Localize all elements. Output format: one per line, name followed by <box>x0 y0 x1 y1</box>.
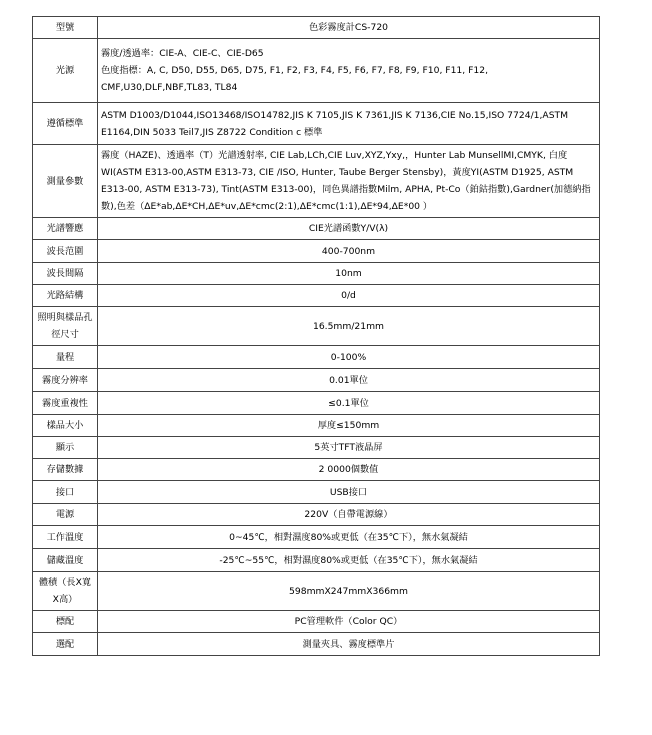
row-label: 波長范圍 <box>33 240 98 263</box>
spec-table-container <box>32 16 600 656</box>
row-label: 光譜響應 <box>33 218 98 240</box>
table-row <box>33 17 600 39</box>
row-value: 16.5mm/21mm <box>98 307 600 346</box>
row-label: 樣品大小 <box>33 415 98 437</box>
row-value: 0-100% <box>98 346 600 369</box>
table-row <box>33 415 600 437</box>
row-label: 光源 <box>33 39 98 103</box>
row-label: 照明與樣品孔徑尺寸 <box>33 307 98 346</box>
row-value: 220V（自帶電源線） <box>98 504 600 526</box>
row-label: 體積（長X寬X高） <box>33 572 98 611</box>
row-label: 儲藏溫度 <box>33 549 98 572</box>
row-label: 量程 <box>33 346 98 369</box>
row-label: 顯示 <box>33 437 98 459</box>
row-label: 波長間隔 <box>33 263 98 285</box>
table-row <box>33 39 600 103</box>
table-row <box>33 526 600 549</box>
row-value: ≤0.1單位 <box>98 392 600 415</box>
table-row <box>33 611 600 633</box>
row-label: 光路結構 <box>33 285 98 307</box>
row-label: 接口 <box>33 481 98 504</box>
row-value: 0~45℃，相對濕度80%或更低（在35℃下），無水氣凝結 <box>98 526 600 549</box>
row-value: 厚度≤150mm <box>98 415 600 437</box>
row-label: 工作溫度 <box>33 526 98 549</box>
row-value: 色彩霧度計CS-720 <box>98 17 600 39</box>
row-label: 測量參數 <box>33 145 98 218</box>
row-label: 霧度重複性 <box>33 392 98 415</box>
row-value: 5英寸TFT液晶屏 <box>98 437 600 459</box>
row-value: 0.01單位 <box>98 369 600 392</box>
row-value: ASTM D1003/D1044,ISO13468/ISO14782,JIS K 7105,JIS K 7361,JIS K 7136,CIE No.15,ISO 7724/1,ASTM E1164,DIN 5033 Teil7,JIS Z8722 Condition c 標準 <box>98 103 600 145</box>
row-label: 遵循標準 <box>33 103 98 145</box>
table-row <box>33 346 600 369</box>
row-value: 0/d <box>98 285 600 307</box>
table-row <box>33 103 600 145</box>
row-value: 2 0000個數值 <box>98 459 600 481</box>
table-row <box>33 459 600 481</box>
table-row <box>33 307 600 346</box>
table-row <box>33 549 600 572</box>
table-row <box>33 437 600 459</box>
table-row <box>33 369 600 392</box>
row-value: 測量夾具、霧度標準片 <box>98 633 600 656</box>
row-label: 選配 <box>33 633 98 656</box>
row-label: 電源 <box>33 504 98 526</box>
table-row <box>33 572 600 611</box>
row-label: 型號 <box>33 17 98 39</box>
row-value: 霧度/透過率：CIE-A、CIE-C、CIE-D65 色度指標：A, C, D50, D55, D65, D75, F1, F2, F3, F4, F5, F6, F7, F8, F9, F10, F11, F12, CMF,U30,DLF,NBF,TL83, TL84 <box>98 39 600 103</box>
row-value: 10nm <box>98 263 600 285</box>
row-label: 存儲數據 <box>33 459 98 481</box>
row-value: CIE光譜函數Y/V(λ) <box>98 218 600 240</box>
table-row <box>33 263 600 285</box>
spec-table <box>32 16 600 656</box>
table-row <box>33 145 600 218</box>
table-row <box>33 218 600 240</box>
table-row <box>33 633 600 656</box>
table-row <box>33 481 600 504</box>
row-value: -25℃~55℃，相對濕度80%或更低（在35℃下），無水氣凝結 <box>98 549 600 572</box>
row-label: 霧度分辨率 <box>33 369 98 392</box>
row-value: 400-700nm <box>98 240 600 263</box>
table-row <box>33 504 600 526</box>
table-row <box>33 240 600 263</box>
row-value: USB接口 <box>98 481 600 504</box>
row-value: 598mmX247mmX366mm <box>98 572 600 611</box>
row-label: 標配 <box>33 611 98 633</box>
table-row <box>33 285 600 307</box>
row-value: 霧度（HAZE)、透過率（T）光譜透射率, CIE Lab,LCh,CIE Luv,XYZ,Yxy,，Hunter Lab MunsellMI,CMYK, 白度WI(ASTM E313-00,ASTM E313-73, CIE /ISO, Hunter, Taube Berger Stensby)，黃度YI(ASTM D1925, ASTM E313-00, ASTM E313-73), Tint(ASTM E313-00)，同色異譜指數Milm, APHA, Pt-Co（鉑鈷指數),Gardner(加德納指數),色差（ΔE*ab,ΔE*CH,ΔE*uv,ΔE*cmc(2:1),ΔE*cmc(1:1),ΔE*94,ΔE*00 ） <box>98 145 600 218</box>
table-row <box>33 392 600 415</box>
row-value: PC管理軟件（Color QC） <box>98 611 600 633</box>
